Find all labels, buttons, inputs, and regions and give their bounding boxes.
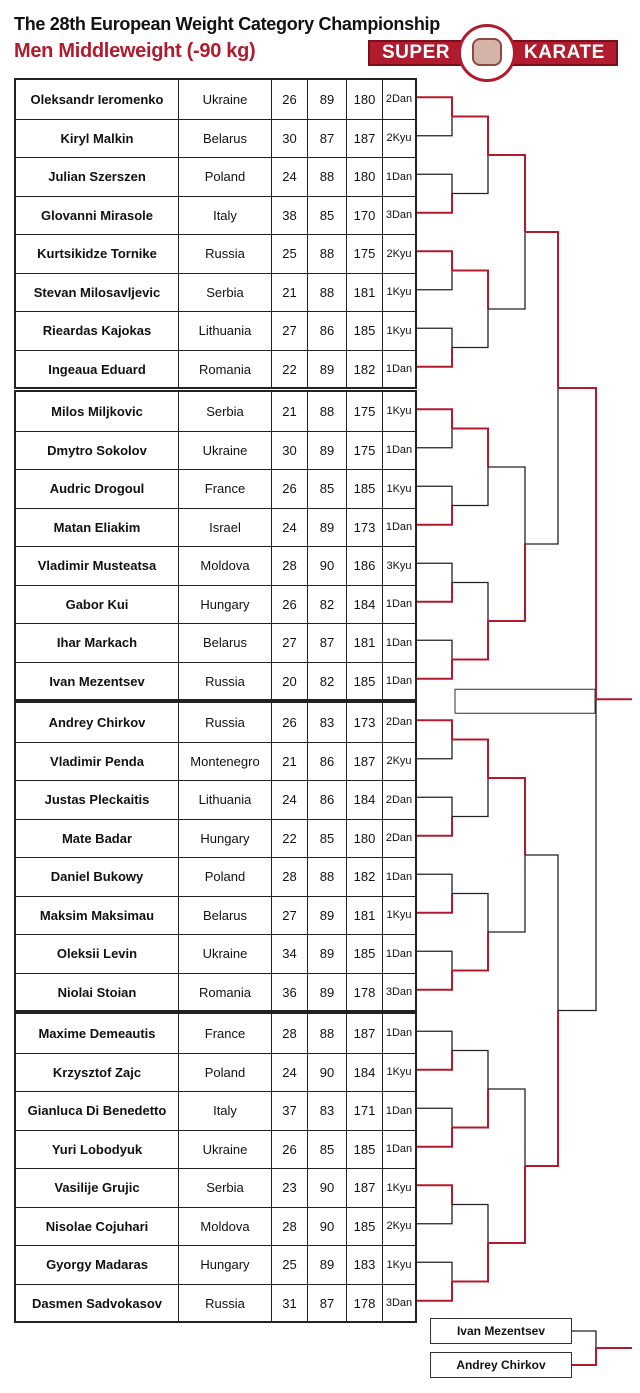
fighter-country: Lithuania bbox=[178, 781, 271, 819]
fighter-age: 25 bbox=[271, 1246, 307, 1284]
fighter-weight: 85 bbox=[307, 470, 346, 508]
fighter-rank: 1Dan bbox=[382, 432, 415, 470]
fighter-age: 21 bbox=[271, 274, 307, 312]
fighter-name: Julian Szerszen bbox=[48, 169, 146, 185]
fighter-name: Glovanni Mirasole bbox=[41, 207, 153, 223]
logo-text-right: KARATE bbox=[524, 42, 605, 63]
fighter-age: 27 bbox=[271, 312, 307, 350]
fighter-weight: 86 bbox=[307, 781, 346, 819]
bronze-match-bottom-box: Andrey Chirkov bbox=[430, 1352, 572, 1378]
fighter-rank: 2Dan bbox=[382, 820, 415, 858]
fighter-age: 22 bbox=[271, 820, 307, 858]
bracket-line bbox=[452, 155, 488, 194]
bracket-line bbox=[417, 174, 452, 193]
bronze-line bbox=[572, 1331, 596, 1348]
fighter-name: Maksim Maksimau bbox=[39, 907, 155, 923]
fighter-height: 185 bbox=[346, 935, 382, 973]
fighter-height: 173 bbox=[346, 703, 382, 742]
fighter-rank: 3Dan bbox=[382, 197, 415, 235]
fighter-height: 184 bbox=[346, 586, 382, 624]
bracket-line-winner bbox=[417, 971, 452, 990]
fighter-height: 185 bbox=[346, 663, 382, 701]
fighter-name: Niolai Stoian bbox=[57, 984, 137, 1000]
fighter-name: Yuri Lobodyuk bbox=[51, 1141, 143, 1157]
fighter-weight: 85 bbox=[307, 1131, 346, 1169]
fighter-age: 31 bbox=[271, 1285, 307, 1323]
fighter-age: 27 bbox=[271, 624, 307, 662]
fighter-weight: 86 bbox=[307, 312, 346, 350]
bronze-line-winner bbox=[572, 1348, 596, 1365]
fighter-height: 178 bbox=[346, 974, 382, 1012]
fighter-height: 173 bbox=[346, 509, 382, 547]
bracket-line-winner bbox=[488, 1166, 525, 1243]
fighter-weight: 87 bbox=[307, 1285, 346, 1323]
fighter-rank: 2Kyu bbox=[382, 235, 415, 273]
fighter-age: 28 bbox=[271, 547, 307, 585]
fighter-country: Serbia bbox=[178, 392, 271, 431]
fighter-country: Serbia bbox=[178, 274, 271, 312]
fighter-age: 20 bbox=[271, 663, 307, 701]
fighter-country: Hungary bbox=[178, 1246, 271, 1284]
fighter-age: 28 bbox=[271, 1014, 307, 1053]
fighter-height: 181 bbox=[346, 897, 382, 935]
fighter-age: 22 bbox=[271, 351, 307, 389]
fighter-height: 180 bbox=[346, 80, 382, 119]
fighter-weight: 89 bbox=[307, 509, 346, 547]
bracket-line-winner bbox=[452, 740, 488, 779]
fighter-name: Kurtsikidze Tornike bbox=[37, 246, 157, 262]
fighter-height: 175 bbox=[346, 392, 382, 431]
fighter-height: 184 bbox=[346, 1054, 382, 1092]
bracket-line bbox=[417, 797, 452, 816]
fighter-rank: 1Kyu bbox=[382, 1169, 415, 1207]
bracket-line-winner bbox=[417, 660, 452, 679]
fighter-name: Ihar Markach bbox=[56, 635, 138, 651]
bracket-line bbox=[452, 583, 488, 622]
bracket-line bbox=[488, 232, 525, 309]
fighter-name: Stevan Milosavljevic bbox=[33, 284, 161, 300]
fighter-country: Italy bbox=[178, 197, 271, 235]
bracket-line-winner bbox=[417, 720, 452, 739]
fighter-weight: 87 bbox=[307, 120, 346, 158]
fighter-age: 25 bbox=[271, 235, 307, 273]
fighter-country: Poland bbox=[178, 858, 271, 896]
bracket-line bbox=[417, 486, 452, 505]
fighter-country: Ukraine bbox=[178, 935, 271, 973]
fighter-height: 170 bbox=[346, 197, 382, 235]
fighter-age: 23 bbox=[271, 1169, 307, 1207]
fighter-name: Maxime Demeautis bbox=[38, 1025, 156, 1041]
bronze-match-top-box: Ivan Mezentsev bbox=[430, 1318, 572, 1344]
fighter-rank: 3Kyu bbox=[382, 547, 415, 585]
fighter-name: Oleksandr Ieromenko bbox=[30, 91, 164, 107]
fighter-age: 26 bbox=[271, 586, 307, 624]
fighter-name: Vasilije Grujic bbox=[54, 1180, 140, 1196]
fighter-rank: 1Dan bbox=[382, 351, 415, 389]
bracket-line bbox=[417, 740, 452, 759]
fighter-weight: 88 bbox=[307, 392, 346, 431]
fighter-height: 187 bbox=[346, 120, 382, 158]
fighter-country: Poland bbox=[178, 1054, 271, 1092]
fighter-weight: 89 bbox=[307, 935, 346, 973]
fighter-weight: 83 bbox=[307, 1092, 346, 1130]
fighter-age: 36 bbox=[271, 974, 307, 1012]
fighter-age: 24 bbox=[271, 509, 307, 547]
fighter-weight: 82 bbox=[307, 586, 346, 624]
fighter-height: 186 bbox=[346, 547, 382, 585]
fighter-height: 185 bbox=[346, 312, 382, 350]
fighter-name: Andrey Chirkov bbox=[48, 714, 146, 730]
fighter-country: Russia bbox=[178, 663, 271, 701]
fighter-name: Vladimir Musteatsa bbox=[37, 558, 157, 574]
bracket-line bbox=[417, 874, 452, 893]
bracket-line-winner bbox=[452, 621, 488, 660]
fighter-age: 24 bbox=[271, 158, 307, 196]
bracket-line bbox=[417, 328, 452, 347]
bracket-line bbox=[417, 1205, 452, 1224]
fighter-rank: 2Dan bbox=[382, 703, 415, 742]
fighter-age: 26 bbox=[271, 1131, 307, 1169]
bracket-line-winner bbox=[525, 1011, 558, 1167]
fighter-rank: 1Kyu bbox=[382, 312, 415, 350]
fighter-name: Ivan Mezentsev bbox=[49, 673, 145, 689]
fighter-name: Justas Pleckaitis bbox=[44, 792, 150, 808]
fighter-country: Moldova bbox=[178, 547, 271, 585]
fighter-country: Israel bbox=[178, 509, 271, 547]
bracket-line bbox=[417, 1108, 452, 1127]
bracket-line-winner bbox=[488, 544, 525, 621]
fighter-height: 181 bbox=[346, 624, 382, 662]
fighter-weight: 89 bbox=[307, 1246, 346, 1284]
bracket-line bbox=[452, 309, 488, 348]
bracket-line-winner bbox=[417, 409, 452, 428]
bracket-line-winner bbox=[452, 1243, 488, 1282]
fighter-country: Ukraine bbox=[178, 432, 271, 470]
fighter-height: 175 bbox=[346, 432, 382, 470]
fighter-height: 183 bbox=[346, 1246, 382, 1284]
fighter-rank: 1Dan bbox=[382, 1014, 415, 1053]
championship-title: The 28th European Weight Category Championship bbox=[14, 14, 440, 34]
bracket-line bbox=[417, 1031, 452, 1050]
bracket-line-winner bbox=[417, 1051, 452, 1070]
bracket-line-winner bbox=[417, 817, 452, 836]
fighter-rank: 1Kyu bbox=[382, 1246, 415, 1284]
fighter-weight: 88 bbox=[307, 158, 346, 196]
bracket-line-winner bbox=[417, 583, 452, 602]
fighter-name: Kiryl Malkin bbox=[60, 130, 134, 146]
bracket-line-winner bbox=[452, 429, 488, 468]
fighter-age: 24 bbox=[271, 1054, 307, 1092]
fighter-name: Dasmen Sadvokasov bbox=[31, 1295, 163, 1311]
bracket-line-winner bbox=[417, 1128, 452, 1147]
fighter-country: Romania bbox=[178, 974, 271, 1012]
fighter-rank: 3Dan bbox=[382, 1285, 415, 1323]
fighter-rank: 1Dan bbox=[382, 858, 415, 896]
bracket-line-winner bbox=[558, 388, 596, 699]
bracket-line bbox=[417, 117, 452, 136]
fighter-country: Poland bbox=[178, 158, 271, 196]
fighter-weight: 85 bbox=[307, 820, 346, 858]
fighter-name: Matan Eliakim bbox=[53, 519, 141, 535]
fighter-height: 187 bbox=[346, 1014, 382, 1053]
fighter-rank: 1Kyu bbox=[382, 392, 415, 431]
bracket-line-winner bbox=[452, 1089, 488, 1128]
fighter-age: 34 bbox=[271, 935, 307, 973]
bracket-line-winner bbox=[417, 348, 452, 367]
bracket-line bbox=[452, 467, 488, 506]
fighter-age: 27 bbox=[271, 897, 307, 935]
fighter-rank: 1Kyu bbox=[382, 470, 415, 508]
fighter-weight: 90 bbox=[307, 1208, 346, 1246]
fighter-height: 185 bbox=[346, 1131, 382, 1169]
fighter-rank: 1Dan bbox=[382, 663, 415, 701]
bracket-line-winner bbox=[452, 117, 488, 156]
fighter-weight: 89 bbox=[307, 80, 346, 119]
fighter-weight: 88 bbox=[307, 858, 346, 896]
fighter-rank: 1Kyu bbox=[382, 274, 415, 312]
fighter-name: Vladimir Penda bbox=[50, 753, 144, 769]
fighter-height: 181 bbox=[346, 274, 382, 312]
fighter-name: Milos Miljkovic bbox=[51, 403, 143, 419]
fighter-height: 182 bbox=[346, 858, 382, 896]
fighter-weight: 86 bbox=[307, 743, 346, 781]
bracket-line-winner bbox=[525, 232, 558, 388]
bracket-line bbox=[488, 467, 525, 544]
fighter-age: 24 bbox=[271, 781, 307, 819]
fighter-name: Rieardas Kajokas bbox=[42, 323, 152, 339]
fighter-age: 26 bbox=[271, 703, 307, 742]
bracket-line bbox=[452, 1205, 488, 1244]
fighter-weight: 83 bbox=[307, 703, 346, 742]
bracket-line-winner bbox=[417, 506, 452, 525]
fighter-height: 178 bbox=[346, 1285, 382, 1323]
fighter-country: Belarus bbox=[178, 120, 271, 158]
fighter-name: Audric Drogoul bbox=[49, 481, 145, 497]
fighter-height: 187 bbox=[346, 743, 382, 781]
fighter-rank: 1Dan bbox=[382, 1092, 415, 1130]
fighter-weight: 85 bbox=[307, 197, 346, 235]
fighter-weight: 88 bbox=[307, 274, 346, 312]
fighter-weight: 82 bbox=[307, 663, 346, 701]
fighter-height: 180 bbox=[346, 158, 382, 196]
fighter-weight: 87 bbox=[307, 624, 346, 662]
fighter-rank: 2Kyu bbox=[382, 743, 415, 781]
bracket-line-winner bbox=[417, 1282, 452, 1301]
fighter-weight: 89 bbox=[307, 432, 346, 470]
fighter-age: 28 bbox=[271, 1208, 307, 1246]
bracket-line bbox=[525, 388, 558, 544]
fighter-name: Mate Badar bbox=[61, 830, 133, 846]
bracket-line-winner bbox=[417, 251, 452, 270]
bracket-line bbox=[558, 699, 596, 1010]
bracket-line-winner bbox=[452, 932, 488, 971]
fighter-country: Lithuania bbox=[178, 312, 271, 350]
fighter-rank: 1Dan bbox=[382, 1131, 415, 1169]
bracket-line bbox=[417, 271, 452, 290]
fighter-weight: 88 bbox=[307, 1014, 346, 1053]
fighter-rank: 1Kyu bbox=[382, 1054, 415, 1092]
fighter-country: Russia bbox=[178, 235, 271, 273]
fighter-weight: 90 bbox=[307, 1169, 346, 1207]
fighter-name: Daniel Bukowy bbox=[50, 869, 144, 885]
fighter-rank: 1Dan bbox=[382, 158, 415, 196]
bracket-line bbox=[417, 429, 452, 448]
fighter-country: Italy bbox=[178, 1092, 271, 1130]
fighter-rank: 2Kyu bbox=[382, 1208, 415, 1246]
fighter-weight: 89 bbox=[307, 351, 346, 389]
fighter-rank: 2Kyu bbox=[382, 120, 415, 158]
fighter-height: 175 bbox=[346, 235, 382, 273]
fighter-country: Romania bbox=[178, 351, 271, 389]
bracket-line-winner bbox=[488, 155, 525, 232]
fighter-rank: 3Dan bbox=[382, 974, 415, 1012]
fighter-country: Moldova bbox=[178, 1208, 271, 1246]
fighter-height: 182 bbox=[346, 351, 382, 389]
bracket-line bbox=[417, 951, 452, 970]
fighter-country: Serbia bbox=[178, 1169, 271, 1207]
fighter-weight: 90 bbox=[307, 1054, 346, 1092]
fighter-name: Krzysztof Zajc bbox=[52, 1064, 142, 1080]
bracket-line bbox=[452, 894, 488, 933]
fighter-name: Gianluca Di Benedetto bbox=[27, 1103, 167, 1119]
fighter-rank: 1Dan bbox=[382, 586, 415, 624]
bracket-line bbox=[417, 563, 452, 582]
fighter-age: 38 bbox=[271, 197, 307, 235]
fighter-height: 187 bbox=[346, 1169, 382, 1207]
fighter-rank: 1Dan bbox=[382, 509, 415, 547]
fighter-name: Dmytro Sokolov bbox=[47, 442, 147, 458]
fighter-country: Hungary bbox=[178, 586, 271, 624]
fighter-rank: 1Dan bbox=[382, 624, 415, 662]
bracket-line-winner bbox=[417, 894, 452, 913]
fighter-country: Belarus bbox=[178, 897, 271, 935]
fighter-age: 28 bbox=[271, 858, 307, 896]
fighter-country: Russia bbox=[178, 703, 271, 742]
fighter-weight: 90 bbox=[307, 547, 346, 585]
fighter-weight: 89 bbox=[307, 897, 346, 935]
fighter-height: 185 bbox=[346, 1208, 382, 1246]
fighter-height: 171 bbox=[346, 1092, 382, 1130]
bracket-line bbox=[417, 1262, 452, 1281]
bracket-line bbox=[525, 855, 558, 1011]
logo-text-left: SUPER bbox=[382, 42, 450, 63]
bracket-line bbox=[488, 855, 525, 932]
fighter-country: Russia bbox=[178, 1285, 271, 1323]
bracket-line-winner bbox=[452, 271, 488, 310]
bracket-line-winner bbox=[417, 194, 452, 213]
bracket-line-winner bbox=[417, 97, 452, 116]
fighter-age: 26 bbox=[271, 80, 307, 119]
fighter-age: 30 bbox=[271, 432, 307, 470]
fighter-country: France bbox=[178, 470, 271, 508]
fighter-name: Gyorgy Madaras bbox=[46, 1257, 148, 1273]
fighter-rank: 1Kyu bbox=[382, 897, 415, 935]
fighter-country: Ukraine bbox=[178, 80, 271, 119]
bracket-line bbox=[488, 1089, 525, 1166]
fighter-name: Oleksii Levin bbox=[56, 946, 138, 962]
fighter-country: Ukraine bbox=[178, 1131, 271, 1169]
fighter-rank: 1Dan bbox=[382, 935, 415, 973]
category-title: Men Middleweight (-90 kg) bbox=[14, 40, 256, 62]
fighter-name: Gabor Kui bbox=[65, 596, 129, 612]
fighter-age: 26 bbox=[271, 470, 307, 508]
final-result-box bbox=[455, 689, 595, 713]
fighter-country: Belarus bbox=[178, 624, 271, 662]
fighter-country: Montenegro bbox=[178, 743, 271, 781]
fighter-name: Ingeaua Eduard bbox=[48, 361, 146, 377]
bracket-line bbox=[417, 640, 452, 659]
fighter-rank: 2Dan bbox=[382, 80, 415, 119]
fighter-age: 30 bbox=[271, 120, 307, 158]
bracket-line-winner bbox=[488, 778, 525, 855]
fighter-age: 37 bbox=[271, 1092, 307, 1130]
fighter-rank: 2Dan bbox=[382, 781, 415, 819]
fighter-height: 180 bbox=[346, 820, 382, 858]
fighter-weight: 88 bbox=[307, 235, 346, 273]
fighter-name: Nisolae Cojuhari bbox=[45, 1218, 149, 1234]
bracket-line bbox=[452, 778, 488, 817]
fighter-age: 21 bbox=[271, 743, 307, 781]
fighter-height: 185 bbox=[346, 470, 382, 508]
fighter-height: 184 bbox=[346, 781, 382, 819]
fighter-age: 21 bbox=[271, 392, 307, 431]
fighter-weight: 89 bbox=[307, 974, 346, 1012]
bracket-line-winner bbox=[417, 1185, 452, 1204]
fighter-country: France bbox=[178, 1014, 271, 1053]
fighter-country: Hungary bbox=[178, 820, 271, 858]
bracket-line bbox=[452, 1051, 488, 1090]
